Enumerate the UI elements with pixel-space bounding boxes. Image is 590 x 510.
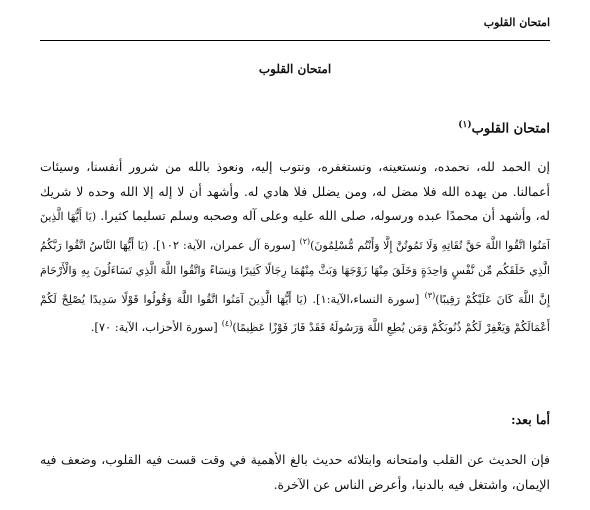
intro-text: إن الحمد لله، نحمده، ونستعينه، ونستغفره، ونتوب إليه، ونعوذ بالله من شرور أنفسنا، وسيئات أعمالنا. من يهده الله فلا مضل له، ومن يضلل فلا هادي له. وأشهد أن لا إله إلا الله وحده لا شريك له، وأشهد أن محمدًا عبده ورسوله، صلى الله عليه وعلى آله وصحبه وسلم تسليما كثيرا. [40,159,550,223]
verse-2-text: (يَا أَيُّهَا النَّاسُ اتَّقُوا رَبَّكُمُ الَّذِي خَلَقَكُم مِّن نَّفْسٍ وَاحِدَةٍ وَخَلَقَ مِنْهَا زَوْجَهَا وَبَثَّ مِنْهُمَا رِجَالًا كَثِيرًا وَنِسَاءً وَاتَّقُوا اللَّهَ الَّذِي تَسَاءَلُونَ بِهِ وَالْأَرْحَامَ إِنَّ اللَّهَ كَانَ عَلَيْكُمْ رَقِيبًا) [40,238,550,306]
intro-paragraph [40,155,550,341]
verse-1-footnote: (٢) [299,236,311,246]
page-title: امتحان القلوب [258,62,332,76]
verse-2-reference: [سورة النساء،الآية:١]. [312,291,420,306]
closing-paragraph: فإن الحديث عن القلب وامتحانه وابتلائه حديث بالغ الأهمية في وقت قست فيه القلوب، وضعف فيه الإيمان، واشتغل فيه بالدنيا، وأعرض الناس عن الآخرة. [40,452,550,492]
verse-2-footnote: (٣) [424,290,436,300]
verse-1-text: (يَا أَيُّهَا الَّذِينَ آمَنُوا اتَّقُوا اللَّهَ حَقَّ تُقَاتِهِ وَلَا تَمُوتُنَّ إِلَّا وَأَنْتُم مُّسْلِمُونَ) [40,210,550,252]
amma-badu-heading: أما بعد: [510,412,550,427]
header-rule [40,40,550,41]
body-text [40,155,550,341]
running-header: امتحان القلوب [483,16,550,29]
verse-1-reference: [سورة آل عمران، الآية: ١٠٢]. [152,237,296,252]
verse-3-footnote: (٤) [221,319,233,329]
section-heading-text: امتحان القلوب [471,121,550,137]
closing-body [40,448,550,497]
verse-3-text: (يَا أَيُّهَا الَّذِينَ آمَنُوا اتَّقُوا اللَّهَ وَقُولُوا قَوْلًا سَدِيدًا يُصْلِحْ لَكُمْ أَعْمَالَكُمْ وَيَغْفِرْ لَكُمْ ذُنُوبَكُمْ وَمَن يُطِعِ اللَّهَ وَرَسُولَهُ فَقَدْ فَازَ فَوْزًا عَظِيمًا) [40,292,550,335]
verse-3-reference: [سورة الأحزاب، الآية: ٧٠]. [90,320,218,335]
section-heading [454,120,550,136]
section-heading-footnote: (١) [458,120,472,130]
